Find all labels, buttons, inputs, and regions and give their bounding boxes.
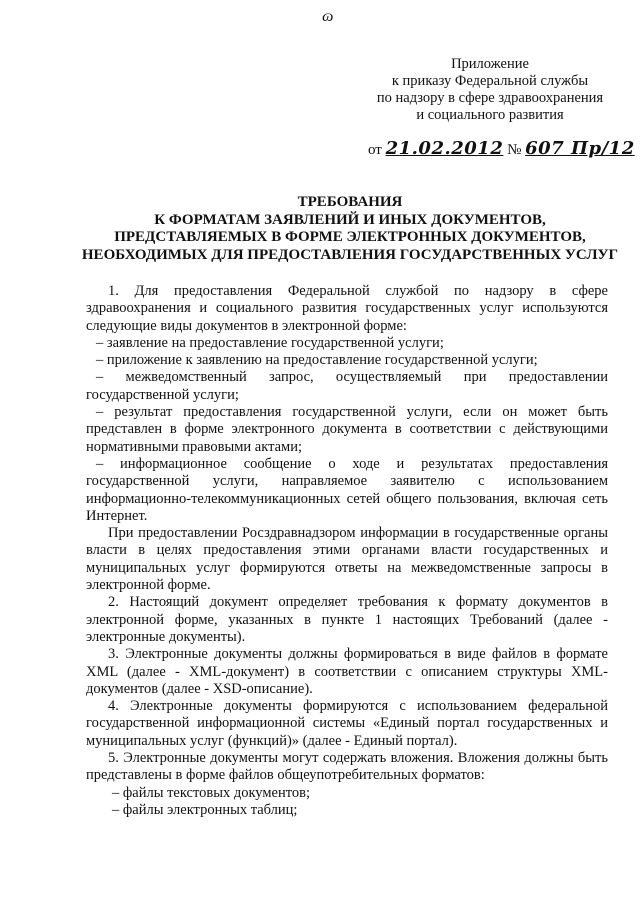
list-item: – информационное сообщение о ходе и результатах предоставления государственной услуги, направляемое заявителю с использованием информационно-телекоммуникационных сетей общего пользования, включая сеть Интернет. (86, 456, 608, 525)
appendix-line: и социального развития (416, 107, 564, 123)
attachment-formats-list (86, 785, 608, 820)
title-line: ПРЕДСТАВЛЯЕМЫХ В ФОРМЕ ЭЛЕКТРОННЫХ ДОКУМЕНТОВ, (114, 229, 586, 245)
paragraph-1b: При предоставлении Росздравнадзором информации в государственные органы власти в целях предоставления этими органами власти государственных и муниципальных услуг формируются ответы на межведомственные запросы в электронной форме. (86, 525, 608, 594)
title-line: ТРЕБОВАНИЯ (297, 194, 403, 210)
appendix-header (360, 56, 620, 124)
appendix-line: к приказу Федеральной службы (391, 73, 589, 89)
paragraph-1: 1. Для предоставления Федеральной службой по надзору в сфере здравоохранения и социального развития государственных услуг используются следующие виды документов в электронной форме: (86, 283, 608, 334)
order-number-label: № (507, 142, 522, 158)
list-item: – результат предоставления государственной услуги, если он может быть представлен в форме электронного документа в соответствии с действующими нормативными правовыми актами; (86, 404, 608, 456)
appendix-line: по надзору в сфере здравоохранения (376, 90, 604, 106)
list-item: – приложение к заявлению на предоставление государственной услуги; (86, 352, 608, 369)
paragraph-5: 5. Электронные документы могут содержать вложения. Вложения должны быть представлены в форме файлов общеупотребительных форматов: (86, 750, 608, 784)
title-line: К ФОРМАТАМ ЗАЯВЛЕНИЙ И ИНЫХ ДОКУМЕНТОВ, (154, 211, 546, 228)
document-title (80, 194, 620, 264)
order-reference (368, 138, 635, 159)
paragraph-4: 4. Электронные документы формируются с использованием федеральной государственной информационной системы «Единый портал государственных и муниципальных услуг (функций)» (далее - Единый портал). (86, 698, 608, 749)
handwritten-mark: ɷ (322, 8, 334, 25)
list-item: – заявление на предоставление государственной услуги; (86, 335, 608, 352)
document-body (86, 283, 608, 819)
document-types-list (86, 335, 608, 525)
appendix-line: Приложение (451, 56, 529, 72)
list-item: – файлы текстовых документов; (112, 785, 608, 802)
paragraph-2: 2. Настоящий документ определяет требования к формату документов в электронной форме, указанных в пункте 1 настоящих Требований (далее - электронные документы). (86, 594, 608, 645)
list-item: – межведомственный запрос, осуществляемый при предоставлении государственной услуги; (86, 369, 608, 404)
paragraph-3: 3. Электронные документы должны формироваться в виде файлов в формате XML (далее - XML-документ) в соответствии с описанием структуры XML-документов (далее - XSD-описание). (86, 646, 608, 697)
order-date: 21.02.2012 (385, 138, 504, 159)
title-line: НЕОБХОДИМЫХ ДЛЯ ПРЕДОСТАВЛЕНИЯ ГОСУДАРСТВЕННЫХ УСЛУГ (81, 246, 619, 263)
order-number: 607 Пр/12 (525, 138, 635, 159)
order-from-label: от (368, 142, 382, 158)
list-item: – файлы электронных таблиц; (112, 802, 608, 819)
